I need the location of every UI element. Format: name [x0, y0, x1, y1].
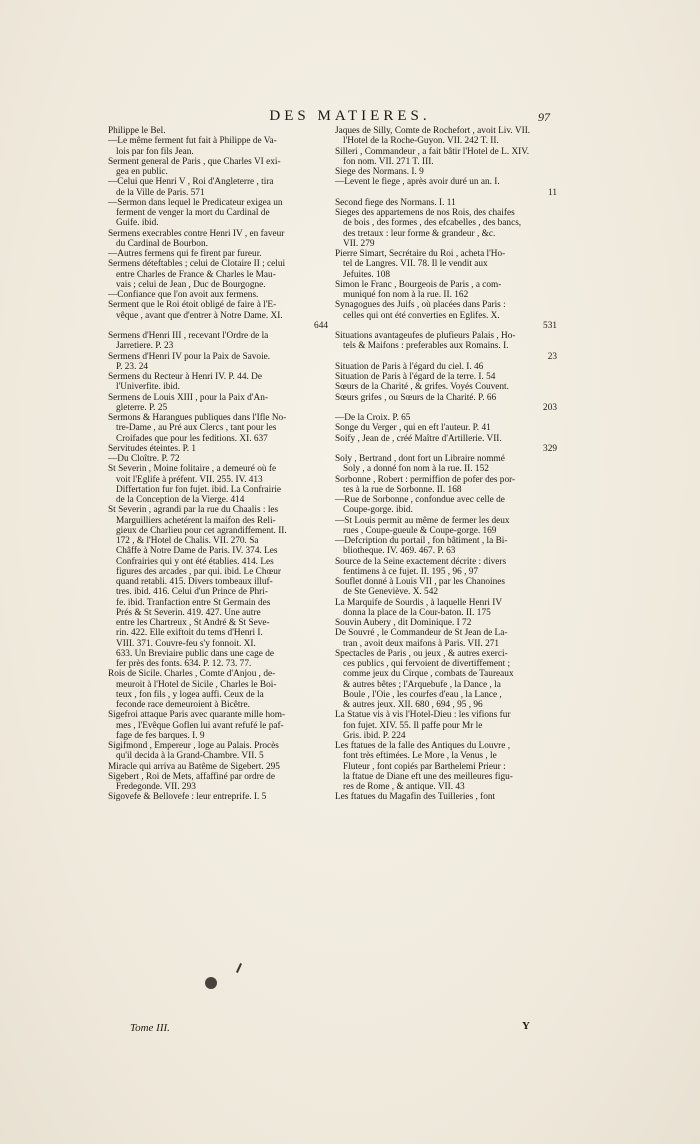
index-entry-line: —Le même ferment fut fait à Philippe de Va- [108, 136, 277, 147]
index-entry-line: Spectacles de Paris , ou jeux , & autres exerci- [335, 648, 508, 659]
index-entry-line: fe. ibid. Tranfaction entre St Germain des [116, 597, 271, 608]
index-entry-line: VIII. 371. Couvre-feu s'y fonnoit. XI. [116, 638, 256, 649]
index-entry-line: Siege des Normans. I. 9 [335, 167, 424, 177]
index-entry-line: —Confiance que l'on avoit aux fermens. [108, 290, 259, 300]
index-entry-line: Souvin Aubery , dit Dominique. I 72 [335, 618, 472, 628]
index-entry-line: figures des arcades , par qui. ibid. Le Chœur [116, 566, 281, 577]
index-entry-line: muniqué fon nom à la rue. II. 162 [343, 290, 469, 300]
index-entry-line: rues , Coupe-gueule & Coupe-gorge. 169 [343, 525, 497, 536]
index-entry-line: Differtation fur fon fujet. ibid. La Confrairie [116, 484, 282, 495]
index-entry-line: & autres bêtes ; l'Arquebufe , la Dance , la [343, 679, 501, 690]
index-entry-line: —St Louis permit au même de fermer les deux [335, 515, 510, 526]
index-entry-line: Miracle qui arriva au Batême de Sigebert. 295 [108, 761, 280, 772]
index-entry-line: Philippe le Bel. [108, 126, 166, 136]
index-entry-line: Les ftatues du Magafin des Tuilleries , font [335, 792, 496, 803]
index-entry-line: la ftatue de Diane eft une des meilleures figu- [343, 771, 513, 782]
index-entry-line: vêque , avant que d'entrer à Notre Dame. XI. [116, 310, 283, 321]
index-entry-line: entre Charles de France & Charles le Mau- [116, 269, 276, 280]
index-entry-line: l'Hotel de la Roche-Guyon. VII. 242 T. II. [343, 136, 499, 147]
index-entry-line: Serment que le Roi étoit obligé de faire à l'E- [108, 300, 277, 311]
index-entry-line: Situation de Paris à l'égard de la terre. I. 54 [335, 372, 496, 382]
index-entry-line: fentimens à ce fujet. II. 195 , 96 , 97 [343, 566, 479, 577]
index-entry-line: 531 [543, 320, 557, 331]
index-entry-line: Rois de Sicile. Charles , Comte d'Anjou , de- [108, 669, 276, 680]
index-entry-line: quand retabli. 415. Divers tombeaux illuf- [116, 577, 273, 587]
index-entry-line: De Souvré , le Commandeur de St Jean de La- [335, 628, 508, 639]
index-entry-line: Sœurs de la Charité , & grifes. Voyés Couvent. [335, 382, 509, 393]
index-entry-line: Guife. ibid. [116, 218, 159, 229]
index-entry-line: des tretaux : leur forme & grandeur , &c. [343, 228, 496, 239]
index-entry-line: St Severin , agrandi par la rue du Chaalis : les [108, 505, 279, 516]
index-entry-line: Sigefroi attaque Paris avec quarante mille hom- [108, 710, 286, 721]
index-entry-line: Jarretiere. P. 23 [116, 341, 174, 352]
index-entry-line: —Defcription du portail , fon bâtiment , la Bi- [335, 536, 508, 546]
index-entry-line: Sermens d'Henri IV pour la Paix de Savoie. [108, 351, 271, 362]
index-entry-line: Source de la Seine exactement décrite : divers [335, 556, 507, 567]
index-entry-line: Fredegonde. VII. 293 [116, 782, 196, 792]
index-entry-line: 11 [548, 187, 557, 198]
index-entry-line: rin. 422. Elle exiftoit du tems d'Henri I. [116, 628, 263, 639]
index-entry-line: Marguilliers achetérent la maifon des Reli- [116, 515, 276, 526]
signature-mark: Y [522, 1020, 530, 1032]
index-entry-line: du Cardinal de Bourbon. [116, 238, 208, 249]
index-entry-line: La Marquife de Sourdis , à laquelle Henri IV [335, 597, 503, 608]
index-entry-line: fon nom. VII. 271 T. III. [343, 156, 434, 167]
index-entry-line: fage de fes barques. I. 9 [116, 730, 205, 741]
index-entry-line: tes à la rue de Sorbonne. II. 168 [343, 484, 462, 495]
index-entry-line: Soify , Jean de , créé Maître d'Artillerie. VII. [335, 433, 502, 444]
index-entry-line: gieux de Charlieu pour cet agrandiffement. II. [116, 525, 287, 536]
index-entry-line: Silleri , Commandeur , a fait bâtir l'Hotel de L. XIV. [335, 146, 530, 157]
index-entry-line: Sermens d'Henri III , recevant l'Ordre de la [108, 331, 269, 341]
index-entry-line: VII. 279 [343, 238, 375, 249]
index-entry-line: l'Univerfite. ibid. [116, 382, 180, 393]
index-entry-line: Jefuites. 108 [343, 269, 390, 280]
index-entry-line: Sermens execrables contre Henri IV , en faveur [108, 228, 285, 239]
index-entry-line: —Sermon dans lequel le Predicateur exigea un [108, 197, 283, 208]
index-entry-line: lois par fon fils Jean. [116, 146, 194, 157]
index-entry-line: Pierre Simart, Secrétaire du Roi , acheta l'Ho- [335, 249, 506, 259]
index-entry-line: 329 [543, 443, 557, 454]
index-entry-line: —Du Cloître. P. 72 [108, 454, 180, 464]
index-entry-line: Synagogues des Juifs , où placées dans Paris : [335, 300, 506, 311]
index-entry-line: feconde race demeuroient à Bicêtre. [116, 700, 250, 710]
index-entry-line: Gris. ibid. P. 224 [343, 730, 406, 741]
index-entry-line: Confrairies qui y ont été établies. 414. Les [116, 556, 274, 567]
index-entry-line: 644 [314, 320, 328, 331]
index-entry-line: de Ste Geneviève. X. 542 [343, 587, 439, 598]
index-entry-line: entre les Chartreux , St André & St Seve- [116, 618, 270, 628]
index-entry-line: Châffe à Notre Dame de Paris. IV. 374. Les [116, 546, 278, 557]
index-entry-line: & autres jeux. XII. 680 , 694 , 95 , 96 [343, 700, 483, 710]
index-entry-line: teux , fon fils , y logea auffi. Ceux de la [116, 689, 264, 700]
index-entry-line: Boule , l'Oie , les courfes d'eau , la Lance , [343, 689, 502, 700]
index-entry-line: —Autres fermens qui fe firent par fureur. [108, 249, 262, 259]
index-entry-line: Sermens du Recteur à Henri IV. P. 44. De [108, 372, 262, 382]
index-entry-line: tre-Dame , au Pré aux Clercs , tant pour les [116, 423, 277, 434]
index-entry-line: gleterre. P. 25 [116, 402, 168, 413]
index-entry-line: mes , l'Evêque Goflen lui avant refufé le paf- [116, 720, 284, 731]
index-entry-line: fer près des fonts. 634. P. 12. 73. 77. [116, 659, 252, 669]
index-entry-line: —De la Croix. P. 65 [335, 413, 411, 423]
index-entry-line: Soly , Bertrand , dont fort un Libraire nommé [335, 454, 505, 464]
index-entry-line: donna la place de la Cour-baton. II. 175 [343, 607, 491, 618]
page-header-title: DES MATIERES. [269, 108, 431, 124]
index-entry-line: Second fiege des Normans. I. 11 [335, 197, 456, 208]
index-entry-line: ces publics , qui fervoient de divertiffement ; [343, 659, 511, 669]
index-entry-line: 203 [543, 402, 557, 413]
index-entry-line: Songe du Verger , qui en eft l'auteur. P. 41 [335, 423, 491, 434]
index-entry-line: Les ftatues de la falle des Antiques du Louvre , [335, 741, 511, 751]
index-entry-line: ferment de venger la mort du Cardinal de [116, 208, 270, 218]
index-entry-line: font très eftimées. Le More , la Venus , le [343, 751, 497, 762]
index-entry-line: P. 23. 24 [116, 361, 149, 372]
index-entry-line: 23 [547, 351, 557, 362]
index-entry-line: de bois , des formes , des efcabelles , des bancs, [343, 218, 522, 229]
index-entry-line: de la Conception de la Vierge. 414 [116, 495, 245, 505]
index-entry-line: 633. Un Breviaire public dans une cage de [116, 648, 274, 659]
page-number: 97 [538, 110, 550, 124]
index-entry-line: tres. ibid. 416. Celui d'un Prince de Phri- [116, 587, 268, 598]
index-entry-line: 172 , & l'Hotel de Chalis. VII. 270. Sa [116, 536, 259, 546]
index-entry-line: Soly , a donné fon nom à la rue. II. 152 [343, 464, 489, 475]
index-entry-line: Servitudes éteintes. P. 1 [108, 443, 197, 454]
index-entry-line: Sermens de Louis XIII , pour la Paix d'An- [108, 392, 268, 403]
index-entry-line: tels & Maifons : preferables aux Romains. I. [343, 341, 509, 352]
index-entry-line: Sermens déteftables ; celui de Clotaire II ; celui [108, 259, 286, 270]
index-entry-line: Jaques de Silly, Comte de Rochefort , avoit Liv. VII. [335, 126, 531, 136]
index-entry-line: vais ; celui de Jean , Duc de Bourgogne. [116, 279, 266, 290]
index-column-left [108, 126, 328, 803]
index-entry-line: Sorbonne , Robert : permiffion de pofer des por- [335, 474, 516, 485]
ink-mark [236, 963, 242, 973]
index-entry-line: tran , avoit deux maifons à Paris. VII. 271 [343, 638, 500, 649]
index-entry-line: gea en public. [116, 167, 168, 177]
index-entry-line: comme jeux du Cirque , combats de Taureaux [343, 669, 514, 680]
index-entry-line: Souflet donné à Louis VII , par les Chanoines [335, 577, 505, 587]
index-entry-line: —Celui que Henri V , Roi d'Angleterre , tira [108, 177, 274, 188]
index-entry-line: meuroit à l'Hotel de Sicile , Charles le Boi- [116, 679, 277, 690]
index-entry-line: de la Ville de Paris. 571 [116, 187, 205, 198]
index-entry-line: Simon le Franc , Bourgeois de Paris , a com- [335, 279, 502, 290]
index-entry-line: St Severin , Moine folitaire , a demeuré où fe [108, 464, 277, 475]
index-entry-line: bliotheque. IV. 469. 467. P. 63 [343, 546, 456, 557]
index-entry-line: Situations avantageufes de plufieurs Palais , Ho- [335, 331, 516, 341]
index-entry-line: Sermons & Harangues publiques dans l'Ifle No- [108, 413, 287, 423]
index-entry-line: Sigovefe & Bellovefe : leur entreprife. I. 5 [108, 792, 267, 803]
index-entry-line: qu'il decida à la Grand-Chambre. VII. 5 [116, 751, 264, 762]
index-column-right [335, 126, 557, 803]
index-entry-line: —Rue de Sorbonne , confondue avec celle de [335, 495, 505, 505]
index-entry-line: —Levent le fiege , après avoir duré un an. I. [335, 177, 500, 188]
index-entry-line: voit l'Eglife à préfent. VII. 255. IV. 413 [116, 474, 263, 485]
index-entry-line: Prés & St Severin. 419. 427. Une autre [116, 607, 261, 618]
index-entry-line: Situation de Paris à l'égard du ciel. I. 46 [335, 361, 484, 372]
index-entry-line: res de Rome , & antique. VII. 43 [343, 782, 465, 792]
index-entry-line: Serment general de Paris , que Charles VI exi- [108, 156, 281, 167]
index-entry-line: Sœurs grifes , ou Sœurs de la Charité. P. 66 [335, 392, 497, 403]
index-entry-line: tel de Langres. VII. 78. Il le vendit aux [343, 259, 488, 270]
index-entry-line: La Statue vis à vis l'Hotel-Dieu : les vifions fur [335, 710, 511, 721]
ink-smudge [205, 977, 217, 989]
index-entry-line: Sigebert , Roi de Mets, affaffiné par ordre de [108, 771, 275, 782]
index-entry-line: Sieges des appartemens de nos Rois, des chaifes [335, 208, 515, 218]
index-entry-line: fon fujet. XIV. 55. Il paffe pour Mr le [343, 720, 483, 731]
index-entry-line: Fluteur , font copiés par Barthelemi Prieur : [343, 761, 506, 772]
index-entry-line: celles qui ont été converties en Eglifes. X. [343, 310, 500, 321]
volume-label: Tome III. [130, 1022, 170, 1034]
index-entry-line: Sigifmond , Empereur , loge au Palais. Procès [108, 741, 279, 751]
index-entry-line: Coupe-gorge. ibid. [343, 505, 413, 516]
index-entry-line: Croifades que pour les feditions. XI. 637 [116, 433, 268, 444]
